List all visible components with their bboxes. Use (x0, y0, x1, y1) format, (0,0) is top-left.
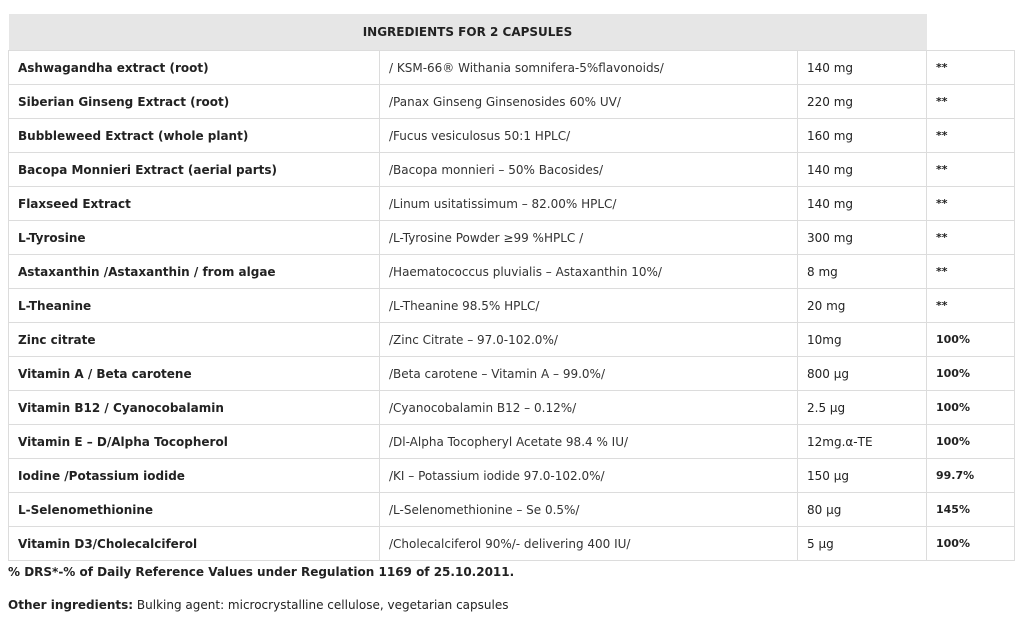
ingredient-drs: ** (927, 85, 1015, 119)
ingredient-amount: 5 µg (798, 527, 927, 561)
ingredient-name: Vitamin D3/Cholecalciferol (9, 527, 380, 561)
ingredient-description: /KI – Potassium iodide 97.0-102.0%/ (380, 459, 798, 493)
table-row (9, 323, 1015, 357)
ingredient-amount: 140 mg (798, 187, 927, 221)
ingredients-table-container (8, 14, 1014, 561)
ingredient-amount: 160 mg (798, 119, 927, 153)
ingredient-drs: ** (927, 51, 1015, 85)
ingredient-description: /Linum usitatissimum – 82.00% HPLC/ (380, 187, 798, 221)
table-row (9, 119, 1015, 153)
ingredient-name: L-Selenomethionine (9, 493, 380, 527)
ingredient-name: L-Theanine (9, 289, 380, 323)
other-ingredients-note (8, 598, 508, 612)
table-row (9, 85, 1015, 119)
ingredient-name: Vitamin B12 / Cyanocobalamin (9, 391, 380, 425)
table-row (9, 527, 1015, 561)
ingredient-amount: 140 mg (798, 153, 927, 187)
ingredient-description: /Cholecalciferol 90%/- delivering 400 IU/ (380, 527, 798, 561)
ingredient-amount: 800 µg (798, 357, 927, 391)
table-row (9, 493, 1015, 527)
ingredient-drs: 100% (927, 357, 1015, 391)
ingredient-amount: 10mg (798, 323, 927, 357)
ingredient-description: /Cyanocobalamin B12 – 0.12%/ (380, 391, 798, 425)
ingredients-table (8, 14, 1015, 561)
ingredient-drs: ** (927, 153, 1015, 187)
table-row (9, 459, 1015, 493)
ingredient-drs: ** (927, 221, 1015, 255)
ingredient-drs: ** (927, 289, 1015, 323)
ingredient-description: /Zinc Citrate – 97.0-102.0%/ (380, 323, 798, 357)
ingredient-name: Iodine /Potassium iodide (9, 459, 380, 493)
ingredient-name: Vitamin A / Beta carotene (9, 357, 380, 391)
ingredient-amount: 2.5 µg (798, 391, 927, 425)
ingredient-name: Ashwagandha extract (root) (9, 51, 380, 85)
ingredient-name: Astaxanthin /Astaxanthin / from algae (9, 255, 380, 289)
ingredient-amount: 20 mg (798, 289, 927, 323)
ingredient-name: Bubbleweed Extract (whole plant) (9, 119, 380, 153)
table-row (9, 221, 1015, 255)
ingredient-amount: 80 µg (798, 493, 927, 527)
table-body (9, 51, 1015, 561)
table-header: INGREDIENTS FOR 2 CAPSULES (9, 14, 927, 51)
ingredient-drs: 100% (927, 391, 1015, 425)
ingredient-drs: 100% (927, 425, 1015, 459)
table-row (9, 153, 1015, 187)
table-row (9, 51, 1015, 85)
ingredient-drs: 100% (927, 323, 1015, 357)
ingredient-name: Vitamin E – D/Alpha Tocopherol (9, 425, 380, 459)
table-header-row (9, 14, 1015, 51)
table-row (9, 255, 1015, 289)
ingredient-amount: 300 mg (798, 221, 927, 255)
drs-footnote: % DRS*-% of Daily Reference Values under Regulation 1169 of 25.10.2011. (8, 565, 515, 579)
ingredient-description: /L-Selenomethionine – Se 0.5%/ (380, 493, 798, 527)
ingredient-amount: 150 µg (798, 459, 927, 493)
ingredient-name: Zinc citrate (9, 323, 380, 357)
ingredient-name: Siberian Ginseng Extract (root) (9, 85, 380, 119)
ingredient-description: /Haematococcus pluvialis – Astaxanthin 10%/ (380, 255, 798, 289)
ingredient-description: /L-Tyrosine Powder ≥99 %HPLC / (380, 221, 798, 255)
other-ingredients-label: Other ingredients: (8, 598, 134, 612)
ingredient-amount: 140 mg (798, 51, 927, 85)
table-row (9, 289, 1015, 323)
table-row (9, 391, 1015, 425)
table-header-blank (927, 14, 1015, 51)
ingredient-name: Bacopa Monnieri Extract (aerial parts) (9, 153, 380, 187)
ingredient-amount: 12mg.α-TE (798, 425, 927, 459)
ingredient-drs: 99.7% (927, 459, 1015, 493)
table-row (9, 425, 1015, 459)
ingredient-name: L-Tyrosine (9, 221, 380, 255)
ingredient-amount: 220 mg (798, 85, 927, 119)
ingredient-drs: 100% (927, 527, 1015, 561)
ingredient-description: /Beta carotene – Vitamin A – 99.0%/ (380, 357, 798, 391)
ingredient-description: / KSM-66® Withania somnifera-5%flavonoids/ (380, 51, 798, 85)
ingredient-amount: 8 mg (798, 255, 927, 289)
ingredient-description: /L-Theanine 98.5% HPLC/ (380, 289, 798, 323)
table-row (9, 357, 1015, 391)
ingredient-drs: 145% (927, 493, 1015, 527)
ingredient-name: Flaxseed Extract (9, 187, 380, 221)
ingredient-drs: ** (927, 187, 1015, 221)
table-row (9, 187, 1015, 221)
ingredient-description: /Fucus vesiculosus 50:1 HPLC/ (380, 119, 798, 153)
ingredient-description: /Panax Ginseng Ginsenosides 60% UV/ (380, 85, 798, 119)
ingredient-drs: ** (927, 255, 1015, 289)
ingredient-drs: ** (927, 119, 1015, 153)
ingredient-description: /Bacopa monnieri – 50% Bacosides/ (380, 153, 798, 187)
other-ingredients-text: Bulking agent: microcrystalline cellulose, vegetarian capsules (133, 598, 509, 612)
ingredient-description: /Dl-Alpha Tocopheryl Acetate 98.4 % IU/ (380, 425, 798, 459)
